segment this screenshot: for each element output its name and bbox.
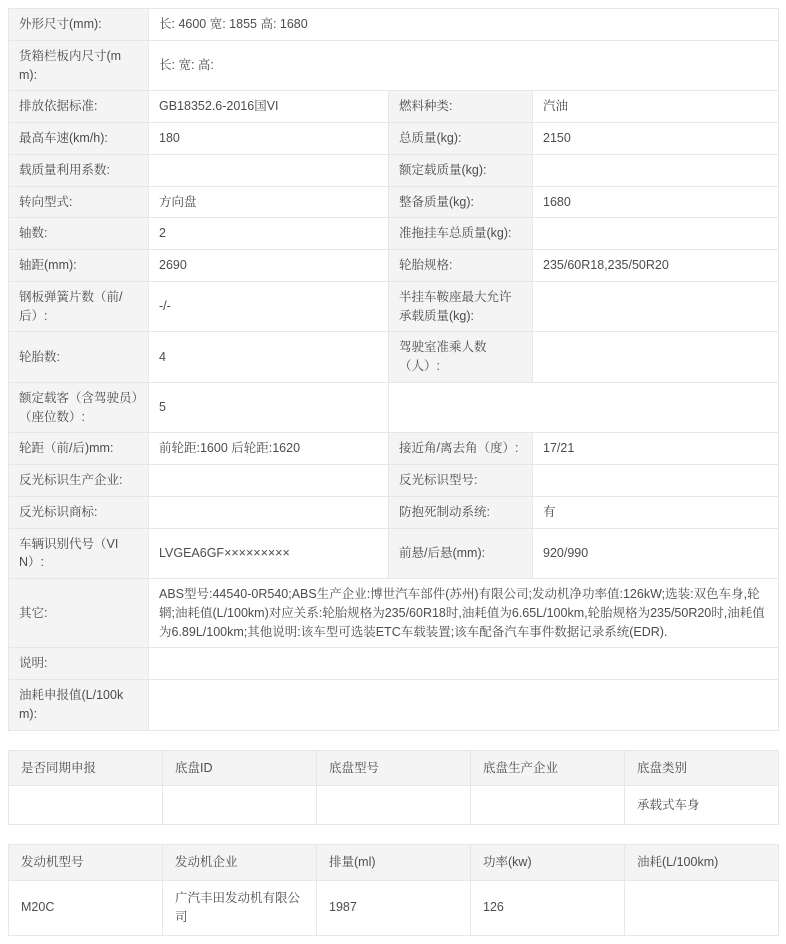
declared-fuel-consumption-value xyxy=(149,680,779,731)
chassis-header-concurrent-declaration: 是否同期申报 xyxy=(9,750,163,786)
chassis-header-chassis-id: 底盘ID xyxy=(163,750,317,786)
saddle-load-mass-value xyxy=(533,281,779,332)
row-reflective-marking-manufacturer-model xyxy=(9,465,779,497)
other-notes-value: ABS型号:44540-0R540;ABS生产企业:博世汽车部件(苏州)有限公司;发动机净功率值:126kW;选装:双色车身,轮辋;油耗值(L/100km)对应关系:轮胎规格为235/60R18时,油耗值为6.65L/100km,轮胎规格为235/50R20时,油耗值为6.89L/100km;其他说明:该车型可选装ETC车载装置;该车配备汽车事件数据记录系统(EDR). xyxy=(149,579,779,648)
chassis-id-value xyxy=(163,786,317,825)
approach-departure-angle-label: 接近角/离去角（度）: xyxy=(389,433,533,465)
vin-value: LVGEA6GF××××××××× xyxy=(149,528,389,579)
approach-departure-angle-value: 17/21 xyxy=(533,433,779,465)
row-wheelbase-tire-spec xyxy=(9,250,779,282)
cargo-box-inner-dimensions-label: 货箱栏板内尺寸(mm): xyxy=(9,40,149,91)
steering-type-label: 转向型式: xyxy=(9,186,149,218)
rated-load-mass-value xyxy=(533,154,779,186)
front-rear-overhang-label: 前悬/后悬(mm): xyxy=(389,528,533,579)
track-width-label: 轮距（前/后)mm: xyxy=(9,433,149,465)
load-utilization-factor-label: 载质量利用系数: xyxy=(9,154,149,186)
emission-standard-value: GB18352.6-2016国VI xyxy=(149,91,389,123)
row-other-notes xyxy=(9,579,779,648)
chassis-header-chassis-model: 底盘型号 xyxy=(317,750,471,786)
engine-header-fuel-consumption: 油耗(L/100km) xyxy=(625,845,779,881)
tire-count-value: 4 xyxy=(149,332,389,383)
emission-standard-label: 排放依据标准: xyxy=(9,91,149,123)
tire-spec-label: 轮胎规格: xyxy=(389,250,533,282)
max-speed-value: 180 xyxy=(149,123,389,155)
max-speed-label: 最高车速(km/h): xyxy=(9,123,149,155)
exterior-dimensions-label: 外形尺寸(mm): xyxy=(9,9,149,41)
table-gap-2 xyxy=(8,825,778,844)
row-reflective-marking-trademark-abs xyxy=(9,496,779,528)
curb-mass-value: 1680 xyxy=(533,186,779,218)
row-exterior-dimensions xyxy=(9,9,779,41)
row-remarks xyxy=(9,648,779,680)
engine-manufacturer-value: 广汽丰田发动机有限公司 xyxy=(163,881,317,936)
chassis-table xyxy=(8,750,779,826)
row-steering-curb-mass xyxy=(9,186,779,218)
track-width-value: 前轮距:1600 后轮距:1620 xyxy=(149,433,389,465)
rated-load-mass-label: 额定载质量(kg): xyxy=(389,154,533,186)
axle-count-label: 轴数: xyxy=(9,218,149,250)
engine-header-row xyxy=(9,845,779,881)
engine-data-row xyxy=(9,881,779,936)
engine-table xyxy=(8,844,779,935)
rated-passengers-empty-cell xyxy=(389,382,779,433)
reflective-marking-model-value xyxy=(533,465,779,497)
rated-passengers-value: 5 xyxy=(149,382,389,433)
total-mass-label: 总质量(kg): xyxy=(389,123,533,155)
chassis-concurrent-declaration-value xyxy=(9,786,163,825)
engine-fuel-consumption-value xyxy=(625,881,779,936)
row-declared-fuel-consumption xyxy=(9,680,779,731)
row-track-width-approach-angle xyxy=(9,433,779,465)
cab-seating-value xyxy=(533,332,779,383)
engine-displacement-value: 1987 xyxy=(317,881,471,936)
engine-header-engine-manufacturer: 发动机企业 xyxy=(163,845,317,881)
rated-passengers-label: 额定载客（含驾驶员）（座位数）: xyxy=(9,382,149,433)
leaf-spring-count-value: -/- xyxy=(149,281,389,332)
row-leaf-spring-saddle-load xyxy=(9,281,779,332)
engine-power-value: 126 xyxy=(471,881,625,936)
engine-header-displacement: 排量(ml) xyxy=(317,845,471,881)
vin-label: 车辆识别代号（VIN）: xyxy=(9,528,149,579)
load-utilization-factor-value xyxy=(149,154,389,186)
chassis-category-value: 承载式车身 xyxy=(625,786,779,825)
row-axle-count-trailer-mass xyxy=(9,218,779,250)
remarks-value xyxy=(149,648,779,680)
fuel-type-label: 燃料种类: xyxy=(389,91,533,123)
reflective-marking-manufacturer-label: 反光标识生产企业: xyxy=(9,465,149,497)
abs-system-label: 防抱死制动系统: xyxy=(389,496,533,528)
steering-type-value: 方向盘 xyxy=(149,186,389,218)
chassis-header-chassis-category: 底盘类别 xyxy=(625,750,779,786)
total-mass-value: 2150 xyxy=(533,123,779,155)
row-vin-overhang xyxy=(9,528,779,579)
front-rear-overhang-value: 920/990 xyxy=(533,528,779,579)
remarks-label: 说明: xyxy=(9,648,149,680)
curb-mass-label: 整备质量(kg): xyxy=(389,186,533,218)
chassis-header-chassis-manufacturer: 底盘生产企业 xyxy=(471,750,625,786)
row-max-speed-total-mass xyxy=(9,123,779,155)
tire-spec-value: 235/60R18,235/50R20 xyxy=(533,250,779,282)
engine-model-value: M20C xyxy=(9,881,163,936)
cargo-box-inner-dimensions-value: 长: 宽: 高: xyxy=(149,40,779,91)
fuel-type-value: 汽油 xyxy=(533,91,779,123)
other-notes-label: 其它: xyxy=(9,579,149,648)
row-load-utilization-rated-load xyxy=(9,154,779,186)
towed-trailer-mass-value xyxy=(533,218,779,250)
axle-count-value: 2 xyxy=(149,218,389,250)
tire-count-label: 轮胎数: xyxy=(9,332,149,383)
engine-header-engine-model: 发动机型号 xyxy=(9,845,163,881)
chassis-data-row xyxy=(9,786,779,825)
row-emission-standard-fuel-type xyxy=(9,91,779,123)
saddle-load-mass-label: 半挂车鞍座最大允许承载质量(kg): xyxy=(389,281,533,332)
row-cargo-box-inner-dimensions xyxy=(9,40,779,91)
declared-fuel-consumption-label: 油耗申报值(L/100km): xyxy=(9,680,149,731)
cab-seating-label: 驾驶室准乘人数（人）: xyxy=(389,332,533,383)
chassis-model-value xyxy=(317,786,471,825)
reflective-marking-model-label: 反光标识型号: xyxy=(389,465,533,497)
wheelbase-label: 轴距(mm): xyxy=(9,250,149,282)
leaf-spring-count-label: 钢板弹簧片数（前/后）: xyxy=(9,281,149,332)
chassis-header-row xyxy=(9,750,779,786)
engine-header-power: 功率(kw) xyxy=(471,845,625,881)
reflective-marking-trademark-value xyxy=(149,496,389,528)
table-gap xyxy=(8,731,778,750)
wheelbase-value: 2690 xyxy=(149,250,389,282)
row-tire-count-cab-seating xyxy=(9,332,779,383)
row-rated-passengers xyxy=(9,382,779,433)
abs-system-value: 有 xyxy=(533,496,779,528)
vehicle-spec-table xyxy=(8,8,779,731)
reflective-marking-trademark-label: 反光标识商标: xyxy=(9,496,149,528)
exterior-dimensions-value: 长: 4600 宽: 1855 高: 1680 xyxy=(149,9,779,41)
chassis-manufacturer-value xyxy=(471,786,625,825)
towed-trailer-mass-label: 准拖挂车总质量(kg): xyxy=(389,218,533,250)
reflective-marking-manufacturer-value xyxy=(149,465,389,497)
